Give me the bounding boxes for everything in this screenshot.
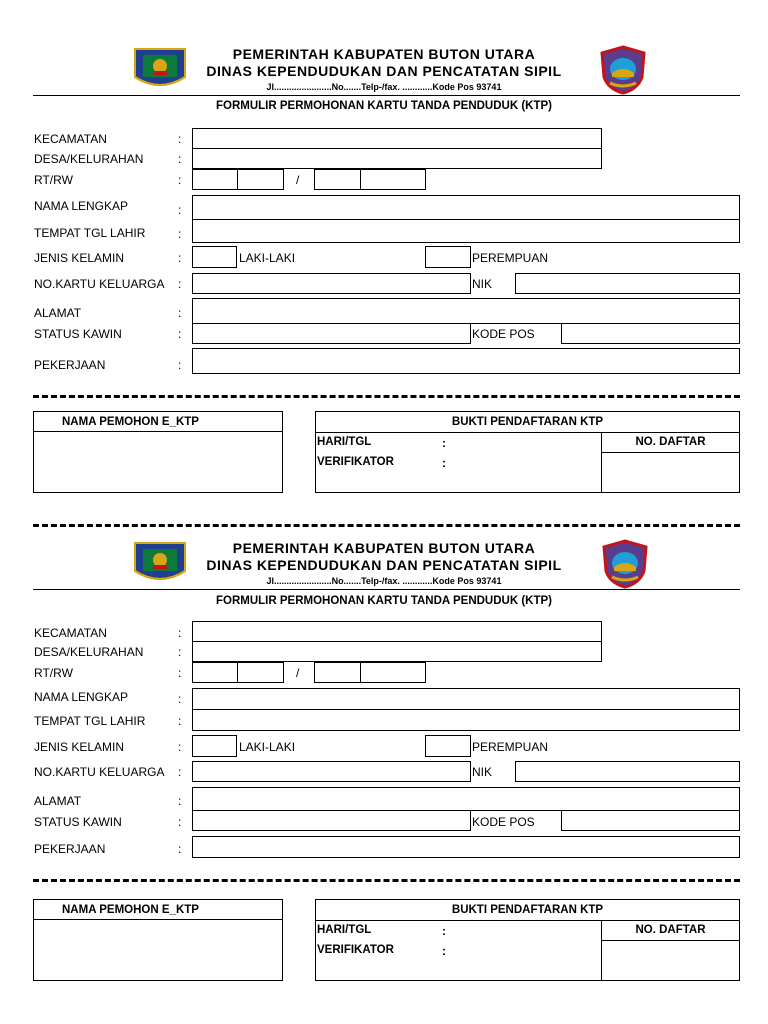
label-jenis-kelamin: JENIS KELAMIN — [34, 251, 125, 265]
label-status: STATUS KAWIN — [34, 327, 122, 341]
pemohon-divider — [33, 919, 283, 920]
perempuan-checkbox[interactable] — [425, 735, 471, 757]
label-kode-pos: KODE POS — [472, 815, 535, 829]
label-nik: NIK — [472, 765, 493, 779]
colon: : — [178, 765, 182, 779]
label-laki: LAKI-LAKI — [239, 251, 296, 265]
label-alamat: ALAMAT — [34, 306, 82, 320]
header-line-1: PEMERINTAH KABUPATEN BUTON UTARA — [232, 540, 536, 556]
nama-field[interactable] — [192, 688, 740, 710]
label-pekerjaan: PEKERJAAN — [34, 842, 106, 856]
header-rule — [33, 589, 740, 590]
colon: : — [178, 306, 182, 320]
label-rtrw: RT/RW — [34, 666, 73, 680]
header-line-2: DINAS KEPENDUDUKAN DAN PENCATATAN SIPIL — [206, 557, 562, 573]
colon: : — [442, 944, 446, 958]
colon: : — [178, 842, 182, 856]
perempuan-checkbox[interactable] — [425, 246, 471, 268]
kecamatan-field[interactable] — [192, 128, 602, 149]
colon: : — [178, 251, 182, 265]
status-field[interactable] — [192, 810, 471, 831]
colon: : — [178, 740, 182, 754]
colon: : — [442, 924, 446, 938]
header-rule — [33, 95, 740, 96]
bukti-divider-2 — [601, 940, 740, 941]
label-nama: NAMA LENGKAP — [34, 690, 129, 704]
colon: : — [178, 132, 182, 146]
label-no-daftar: NO. DAFTAR — [635, 436, 706, 448]
alamat-field[interactable] — [192, 298, 740, 324]
desa-field[interactable] — [192, 641, 602, 662]
header-address: Jl.......................No.......Telp-/fax. ............Kode Pos 93741 — [266, 576, 502, 586]
label-kecamatan: KECAMATAN — [34, 132, 107, 146]
colon: : — [178, 714, 182, 728]
header-address: Jl.......................No.......Telp-/fax. ............Kode Pos 93741 — [266, 82, 502, 92]
label-hari-tgl: HARI/TGL — [317, 924, 372, 936]
pemohon-divider — [33, 431, 283, 432]
pemohon-title: NAMA PEMOHON E_KTP — [62, 416, 199, 428]
desa-field[interactable] — [192, 148, 602, 169]
bukti-divider-2 — [601, 452, 740, 453]
colon: : — [442, 456, 446, 470]
colon: : — [178, 327, 182, 341]
rt-digit-1[interactable] — [192, 662, 238, 683]
label-perempuan: PEREMPUAN — [472, 740, 549, 754]
label-pekerjaan: PEKERJAAN — [34, 358, 106, 372]
kecamatan-field[interactable] — [192, 621, 602, 642]
laki-checkbox[interactable] — [192, 246, 237, 268]
colon: : — [178, 794, 182, 808]
cut-line — [33, 879, 740, 882]
ttl-field[interactable] — [192, 219, 740, 243]
label-hari-tgl: HARI/TGL — [317, 436, 372, 448]
label-no-daftar: NO. DAFTAR — [635, 924, 706, 936]
rw-digit-1[interactable] — [314, 169, 361, 190]
nik-field[interactable] — [515, 761, 740, 782]
colon: : — [178, 666, 182, 680]
pekerjaan-field[interactable] — [192, 836, 740, 858]
rw-digit-1[interactable] — [314, 662, 361, 683]
colon: : — [178, 277, 182, 291]
alamat-field[interactable] — [192, 787, 740, 811]
label-kecamatan: KECAMATAN — [34, 626, 107, 640]
form-title: FORMULIR PERMOHONAN KARTU TANDA PENDUDUK (KTP) — [215, 100, 553, 112]
kode-pos-field[interactable] — [561, 810, 740, 831]
colon: : — [178, 692, 182, 706]
colon: : — [178, 645, 182, 659]
bukti-title: BUKTI PENDAFTARAN KTP — [451, 904, 604, 916]
label-desa: DESA/KELURAHAN — [34, 152, 144, 166]
ttl-field[interactable] — [192, 709, 740, 731]
label-status: STATUS KAWIN — [34, 815, 122, 829]
rw-digit-2[interactable] — [360, 662, 426, 683]
bukti-divider-1 — [315, 920, 740, 921]
label-nik: NIK — [472, 277, 493, 291]
label-laki: LAKI-LAKI — [239, 740, 296, 754]
label-kode-pos: KODE POS — [472, 327, 535, 341]
colon: : — [178, 626, 182, 640]
label-kk: NO.KARTU KELUARGA — [34, 277, 165, 291]
rw-digit-2[interactable] — [360, 169, 426, 190]
header-line-1: PEMERINTAH KABUPATEN BUTON UTARA — [232, 46, 536, 62]
label-ttl: TEMPAT TGL LAHIR — [34, 714, 146, 728]
rt-digit-1[interactable] — [192, 169, 238, 190]
rtrw-separator: / — [296, 173, 300, 187]
kode-pos-field[interactable] — [561, 323, 740, 344]
label-jenis-kelamin: JENIS KELAMIN — [34, 740, 125, 754]
nama-field[interactable] — [192, 195, 740, 220]
pemohon-title: NAMA PEMOHON E_KTP — [62, 904, 199, 916]
label-verifikator: VERIFIKATOR — [317, 944, 394, 956]
colon: : — [178, 815, 182, 829]
rtrw-separator: / — [296, 666, 300, 680]
nik-field[interactable] — [515, 273, 740, 294]
colon: : — [178, 358, 182, 372]
pekerjaan-field[interactable] — [192, 348, 740, 374]
label-verifikator: VERIFIKATOR — [317, 456, 394, 468]
form-title: FORMULIR PERMOHONAN KARTU TANDA PENDUDUK (KTP) — [215, 595, 553, 607]
laki-checkbox[interactable] — [192, 735, 237, 757]
label-nama: NAMA LENGKAP — [34, 199, 129, 213]
label-desa: DESA/KELURAHAN — [34, 645, 144, 659]
bukti-title: BUKTI PENDAFTARAN KTP — [451, 416, 604, 428]
rt-digit-2[interactable] — [237, 662, 284, 683]
label-rtrw: RT/RW — [34, 173, 73, 187]
label-kk: NO.KARTU KELUARGA — [34, 765, 165, 779]
kk-field[interactable] — [192, 761, 471, 782]
page-cut-line — [33, 524, 740, 527]
cut-line — [33, 395, 740, 398]
label-ttl: TEMPAT TGL LAHIR — [34, 226, 146, 240]
colon: : — [178, 227, 182, 241]
colon: : — [442, 436, 446, 450]
label-alamat: ALAMAT — [34, 794, 82, 808]
label-perempuan: PEREMPUAN — [472, 251, 549, 265]
header-line-2: DINAS KEPENDUDUKAN DAN PENCATATAN SIPIL — [206, 63, 562, 79]
colon: : — [178, 203, 182, 217]
status-field[interactable] — [192, 323, 471, 344]
rt-digit-2[interactable] — [237, 169, 284, 190]
kk-field[interactable] — [192, 273, 471, 294]
colon: : — [178, 173, 182, 187]
colon: : — [178, 152, 182, 166]
bukti-divider-1 — [315, 432, 740, 433]
